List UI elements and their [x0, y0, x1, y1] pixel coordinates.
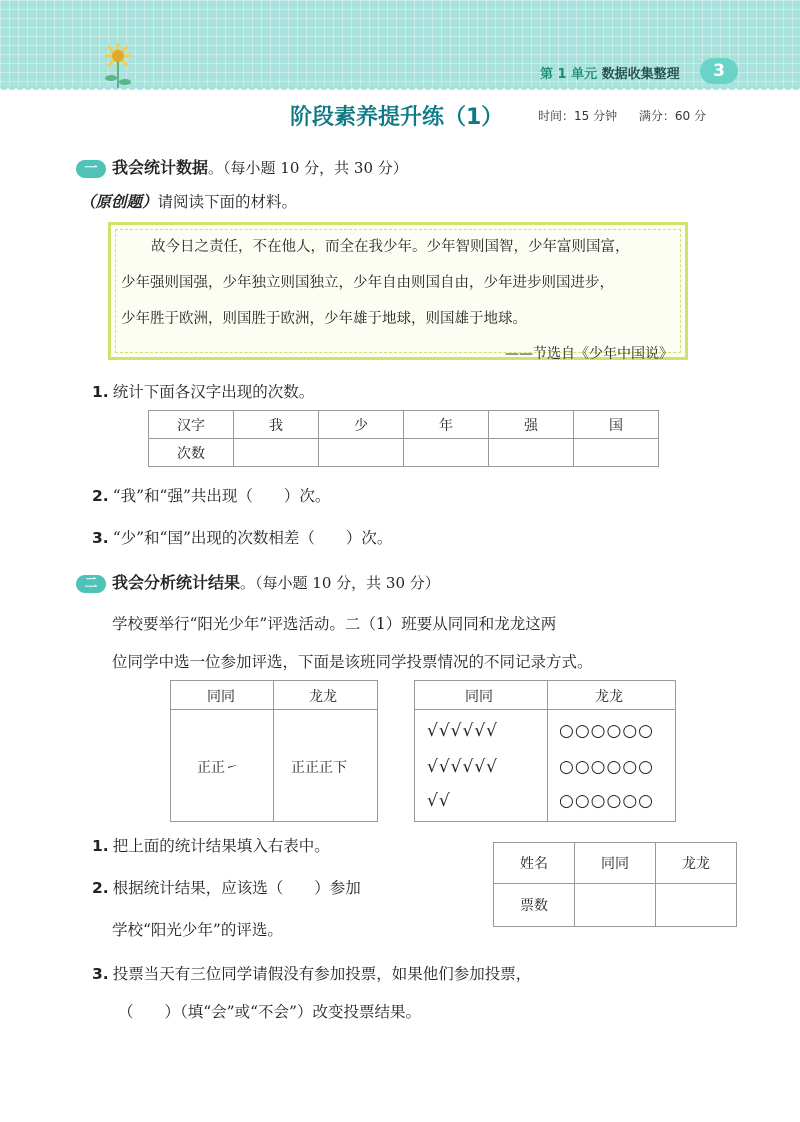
original-tag: （原创题） [80, 192, 158, 211]
s2-question-3-cont: （ ）（填“会”或“不会”）改变投票结果。 [118, 1003, 421, 1021]
table-divider [415, 709, 675, 710]
section2-intro-line: 学校要举行“阳光少年”评选活动。二（1）班要从同同和龙龙这两 [112, 615, 557, 633]
tally-header-tongtong: 同同 [207, 689, 235, 705]
section2-title: 我会分析统计结果 [112, 573, 241, 592]
unit-label [540, 63, 680, 82]
answer-cell[interactable] [489, 439, 574, 467]
table-header-cell: 少 [319, 411, 404, 439]
table-header-cell: 汉字 [149, 411, 234, 439]
reading-passage [108, 222, 688, 360]
passage-line: 少年胜于欧洲，则国胜于欧洲，少年雄于地球，则国雄于地球。 [121, 311, 527, 327]
table-header-cell: 国 [574, 411, 659, 439]
table-divider [547, 681, 548, 821]
s1-question-1 [92, 380, 314, 402]
question-number: 3. [92, 965, 109, 983]
marks-header-longlong: 龙龙 [595, 689, 623, 705]
table-header-cell: 龙龙 [656, 843, 737, 884]
exam-meta [538, 107, 706, 124]
tally-header-longlong: 龙龙 [309, 689, 337, 705]
vote-count-table [493, 842, 737, 927]
check-circle-record-table [414, 680, 676, 822]
answer-cell[interactable] [574, 439, 659, 467]
answer-cell[interactable] [234, 439, 319, 467]
s1-question-3 [92, 526, 392, 548]
question-number: 2. [92, 879, 109, 897]
s2-question-2-cont: 学校“阳光少年”的评选。 [112, 921, 283, 939]
table-header-cell: 年 [404, 411, 489, 439]
section2-heading [76, 570, 440, 593]
question-number: 1. [92, 383, 109, 401]
circle-marks-row: ○○○○○○ [559, 791, 655, 811]
answer-cell[interactable] [319, 439, 404, 467]
passage-line: 少年强则国强，少年独立则国独立，少年自由则国自由，少年进步则国进步， [121, 275, 614, 291]
section2-badge: 二 [76, 575, 106, 593]
question-text: 根据统计结果，应该选（ ）参加 [112, 879, 361, 897]
answer-cell[interactable] [404, 439, 489, 467]
table-header-cell: 我 [234, 411, 319, 439]
table-row [494, 843, 737, 884]
table-row [149, 411, 659, 439]
question-text: 把上面的统计结果填入右表中。 [112, 837, 330, 855]
table-header-cell: 姓名 [494, 843, 575, 884]
check-marks-row: √√√√√√ [427, 721, 498, 741]
marks-header-tongtong: 同同 [465, 689, 493, 705]
tally-record-table [170, 680, 378, 822]
circle-marks-row: ○○○○○○ [559, 757, 655, 777]
section2-score: 。（每小题 10 分，共 30 分） [240, 574, 440, 592]
table-header-cell: 同同 [575, 843, 656, 884]
s2-question-3 [92, 962, 531, 984]
passage-line: 故今日之责任，不在他人，而全在我少年。少年智则国智，少年富则国富， [151, 239, 630, 255]
table-row [494, 884, 737, 927]
section2-intro-line: 位同学中选一位参加评选，下面是该班同学投票情况的不同记录方式。 [112, 653, 593, 671]
tally-marks-tongtong: 正正㇀ [197, 760, 239, 776]
s1-question-2 [92, 484, 330, 506]
section1-heading [76, 155, 408, 178]
question-number: 2. [92, 487, 109, 505]
section1-badge: 一 [76, 160, 106, 178]
question-text: “我”和“强”共出现（ ）次。 [112, 487, 331, 505]
answer-cell[interactable] [656, 884, 737, 927]
question-number: 1. [92, 837, 109, 855]
table-divider [273, 681, 274, 821]
unit-title: 数据收集整理 [601, 67, 680, 82]
question-number: 3. [92, 529, 109, 547]
section1-score: 。（每小题 10 分，共 30 分） [208, 159, 408, 177]
table-row-label: 票数 [494, 884, 575, 927]
check-marks-row: √√√√√√ [427, 757, 498, 777]
answer-cell[interactable] [575, 884, 656, 927]
page-number: 3 [700, 58, 738, 84]
sunflower-icon [96, 40, 140, 90]
section1-intro [80, 190, 297, 212]
question-text: “少”和“国”出现的次数相差（ ）次。 [112, 529, 393, 547]
character-count-table [148, 410, 659, 467]
circle-marks-row: ○○○○○○ [559, 721, 655, 741]
s2-question-2 [92, 876, 361, 898]
question-text: 统计下面各汉字出现的次数。 [112, 383, 315, 401]
full-score: 满分：60 分 [638, 109, 707, 123]
unit-prefix: 第 1 单元 [540, 67, 598, 82]
question-text: 投票当天有三位同学请假没有参加投票，如果他们参加投票， [112, 965, 532, 983]
section1-title: 我会统计数据 [112, 158, 209, 177]
table-divider [171, 709, 377, 710]
s2-question-1 [92, 834, 330, 856]
intro-text: 请阅读下面的材料。 [157, 193, 298, 211]
page-title: 阶段素养提升练（1） [290, 105, 504, 130]
table-row [149, 439, 659, 467]
time-limit: 时间：15 分钟 [538, 109, 618, 123]
tally-marks-longlong: 正正正下 [291, 760, 347, 776]
table-header-cell: 强 [489, 411, 574, 439]
check-marks-row: √√ [427, 791, 451, 811]
passage-source: ——节选自《少年中国说》 [505, 346, 673, 362]
table-row-label: 次数 [149, 439, 234, 467]
